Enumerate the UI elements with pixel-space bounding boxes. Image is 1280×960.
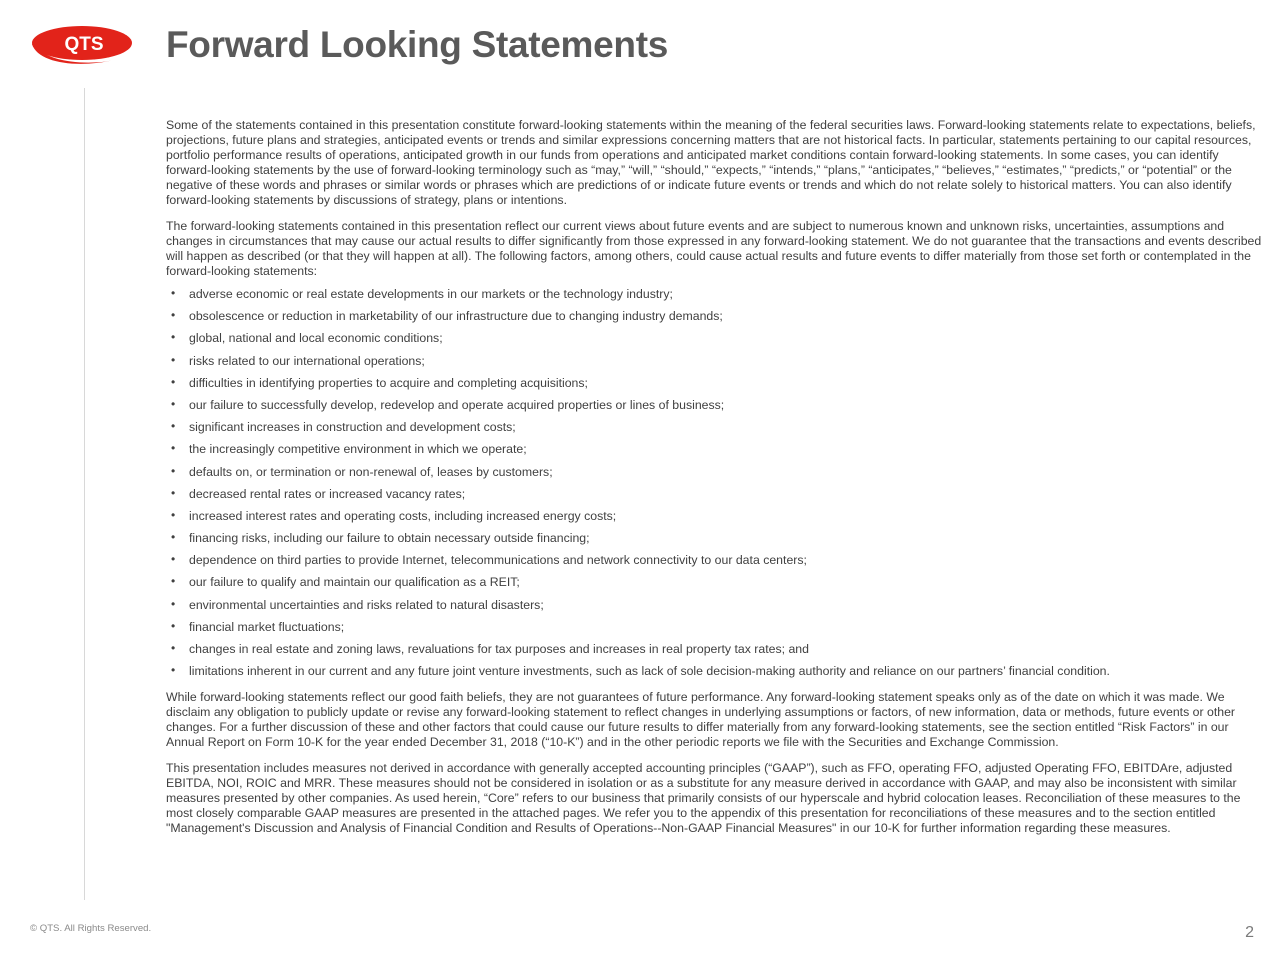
list-item: • dependence on third parties to provide Internet, telecommunications and network connectivity to our data centers;	[166, 553, 1264, 568]
list-item: • the increasingly competitive environment in which we operate;	[166, 442, 1264, 457]
list-item: • our failure to qualify and maintain our qualification as a REIT;	[166, 575, 1264, 590]
page-number: 2	[1245, 924, 1254, 941]
list-item: • risks related to our international operations;	[166, 354, 1264, 369]
list-item: • adverse economic or real estate developments in our markets or the technology industry;	[166, 287, 1264, 302]
page-title: Forward Looking Statements	[166, 24, 669, 65]
list-item: • financial market fluctuations;	[166, 620, 1264, 635]
list-item: • obsolescence or reduction in marketability of our infrastructure due to changing industry demands;	[166, 309, 1264, 324]
list-item: • difficulties in identifying properties to acquire and completing acquisitions;	[166, 376, 1264, 391]
list-item: • global, national and local economic conditions;	[166, 331, 1264, 346]
risk-factor-list	[166, 287, 1264, 679]
svg-text:®: ®	[124, 30, 130, 37]
list-item: • our failure to successfully develop, redevelop and operate acquired properties or lines of business;	[166, 398, 1264, 413]
list-item: • limitations inherent in our current and any future joint venture investments, such as lack of sole decision-making authority and reliance on our partners’ financial condition.	[166, 664, 1264, 679]
list-item: • decreased rental rates or increased vacancy rates;	[166, 487, 1264, 502]
qts-logo	[28, 22, 140, 74]
left-divider	[84, 88, 85, 900]
list-item: • defaults on, or termination or non-renewal of, leases by customers;	[166, 465, 1264, 480]
paragraph-intro: Some of the statements contained in this presentation constitute forward-looking statements within the meaning of the federal securities laws. Forward-looking statements relate to expectations, beliefs, projections, future plans and strategies, anticipated events or trends and similar expressions concerning matters that are not historical facts. In particular, statements pertaining to our capital resources, portfolio performance results of operations, anticipated growth in our funds from operations and anticipated market conditions contain forward-looking statements. In some cases, you can identify forward-looking statements by the use of forward-looking terminology such as “may,” “will,” “should,” “expects,” “intends,” “plans,” “anticipates,” “believes,” “estimates,” “predicts,” or “potential” or the negative of these words and phrases or similar words or phrases which are predictions of or indicate future events or trends and which do not relate solely to historical matters. You can also identify forward-looking statements by discussions of strategy, plans or intentions.	[166, 118, 1256, 207]
paragraph-disclaimer: While forward-looking statements reflect our good faith beliefs, they are not guarantees of future performance. Any forward-looking statement speaks only as of the date on which it was made. We disclaim any obligation to publicly update or revise any forward-looking statement to reflect changes in underlying assumptions or factors, of new information, data or methods, future events or other changes. For a further discussion of these and other factors that could cause our future results to differ materially from any forward-looking statements, see the section entitled “Risk Factors” in our Annual Report on Form 10-K for the year ended December 31, 2018 (“10-K”) and in the other periodic reports we file with the Securities and Exchange Commission.	[166, 690, 1236, 750]
paragraph-risks-intro: The forward-looking statements contained in this presentation reflect our current views about future events and are subject to numerous known and unknown risks, uncertainties, assumptions and changes in circumstances that may cause our actual results to differ significantly from those expressed in any forward-looking statement. We do not guarantee that the transactions and events described will happen as described (or that they will happen at all). The following factors, among others, could cause actual results and future events to differ materially from those set forth or contemplated in the forward-looking statements:	[166, 219, 1262, 278]
paragraph-non-gaap: This presentation includes measures not derived in accordance with generally accepted accounting principles (“GAAP”), such as FFO, operating FFO, adjusted Operating FFO, EBITDAre, adjusted EBITDA, NOI, ROIC and MRR. These measures should not be considered in isolation or as a substitute for any measure derived in accordance with GAAP, and may also be inconsistent with similar measures presented by other companies. As used herein, “Core” refers to our business that primarily consists of our hyperscale and hybrid colocation leases. Reconciliation of these measures to the most closely comparable GAAP measures are presented in the attached pages. We refer you to the appendix of this presentation for reconciliations of these measures and to the section entitled "Management's Discussion and Analysis of Financial Condition and Results of Operations--Non-GAAP Financial Measures" in our 10-K for further information regarding these measures.	[166, 761, 1241, 836]
svg-text:QTS: QTS	[64, 34, 104, 55]
list-item: • financing risks, including our failure to obtain necessary outside financing;	[166, 531, 1264, 546]
list-item: • significant increases in construction and development costs;	[166, 420, 1264, 435]
list-item: • changes in real estate and zoning laws, revaluations for tax purposes and increases in real property tax rates; and	[166, 642, 1264, 657]
list-item: • increased interest rates and operating costs, including increased energy costs;	[166, 509, 1264, 524]
body-content	[166, 118, 1264, 847]
footer-copyright: © QTS. All Rights Reserved.	[30, 923, 152, 934]
list-item: • environmental uncertainties and risks related to natural disasters;	[166, 598, 1264, 613]
